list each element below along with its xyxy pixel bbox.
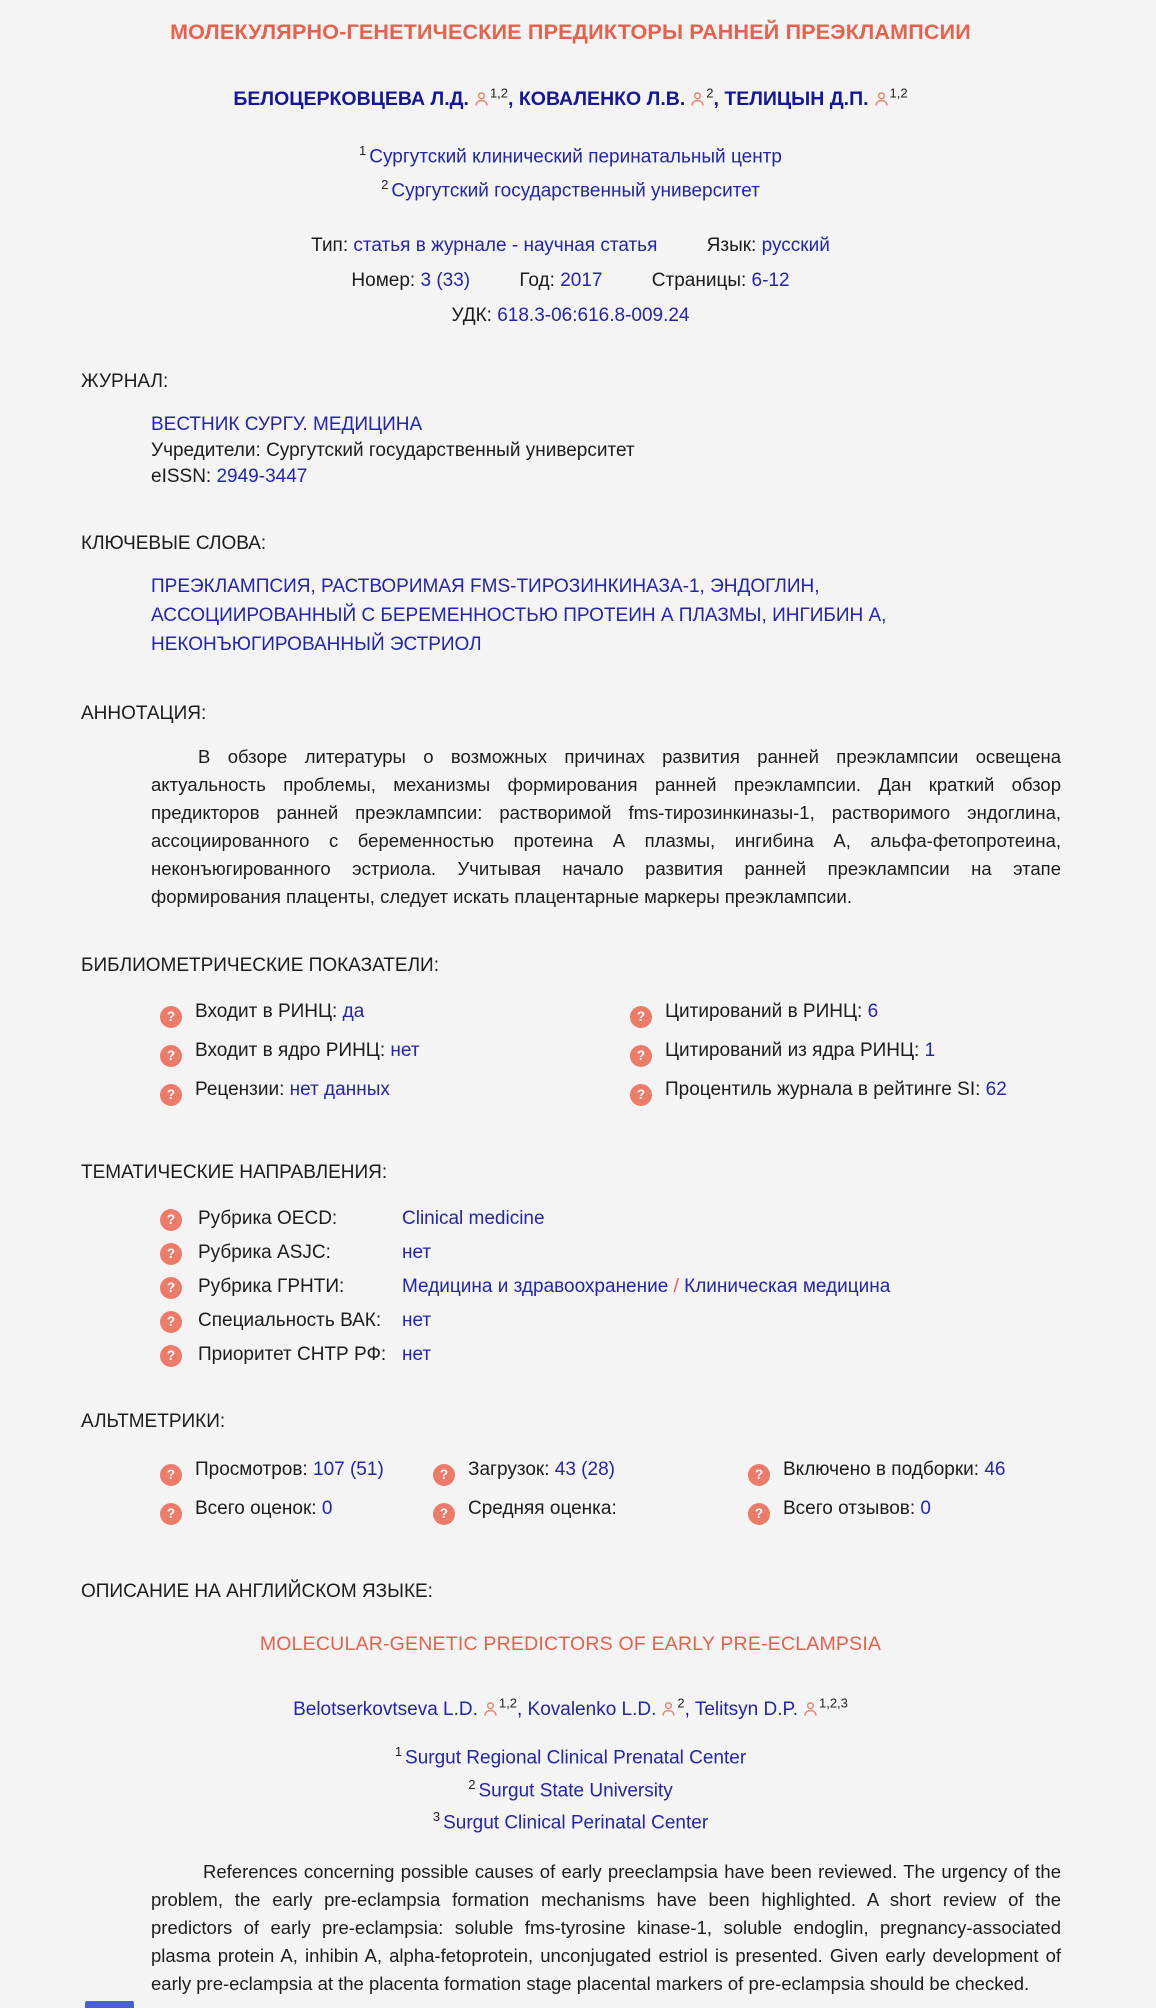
thematic-row [160,1208,1060,1231]
journal-eissn-row [151,465,1060,489]
help-icon[interactable]: ? [160,1311,182,1333]
journal-block [151,413,1060,489]
thematic-row [160,1242,1060,1265]
meta-value-link[interactable]: статья в журнале - научная статья [353,235,658,257]
meta-label: Страницы: [651,270,747,292]
person-icon[interactable] [874,90,889,113]
meta-pair [519,270,602,291]
eissn-label: eISSN: [151,466,212,488]
metric-value-link[interactable]: 1 [924,1040,936,1062]
author-affiliation-sup: 1,2 [489,85,509,100]
thematic-value-link[interactable]: нет [402,1310,432,1332]
metric-row [630,1001,1060,1028]
help-icon[interactable]: ? [433,1464,455,1486]
thematic-label: Специальность ВАК: [198,1310,382,1332]
affiliation [81,137,1060,171]
udk-label: УДК: [451,305,492,327]
meta-value-link[interactable]: 6-12 [751,270,790,292]
help-icon[interactable]: ? [748,1503,770,1525]
journal-name-link[interactable]: ВЕСТНИК СУРГУ. МЕДИЦИНА [151,414,423,436]
author-name-link[interactable]: Belotserkovtseva L.D. [293,1699,478,1721]
keywords-links[interactable]: ПРЕЭКЛАМПСИЯ, РАСТВОРИМАЯ FMS-ТИРОЗИНКИНАЗА-1, ЭНДОГЛИН, АССОЦИИРОВАННЫЙ С БЕРЕМЕННОСТЬЮ ПРОТЕИН А ПЛАЗМЫ, ИНГИБИН А, НЕКОНЪЮГИРОВАННЫЙ ЭСТРИОЛ [151,576,887,656]
affiliations-en [81,1739,1060,1836]
help-icon[interactable]: ? [160,1084,182,1106]
thematic-row [160,1310,1060,1333]
author [694,1696,848,1721]
metric-row [160,1079,630,1106]
affiliation [81,1804,1060,1836]
affiliation-sup: 1 [359,142,367,158]
help-icon[interactable]: ? [160,1243,182,1265]
person-icon[interactable] [474,90,489,113]
thematic-row [160,1344,1060,1367]
meta-value-link[interactable]: русский [761,235,830,257]
affiliation-link[interactable]: Сургутский государственный университет [391,180,760,202]
author-affiliation-sup: 2 [677,1696,685,1712]
author-name-link[interactable]: БЕЛОЦЕРКОВЦЕВА Л.Д. [233,87,469,110]
metric-label: Загрузок: [468,1459,550,1481]
author [527,1696,695,1721]
meta-pair [707,235,830,256]
person-icon[interactable] [661,1701,676,1723]
affiliation-link[interactable]: Surgut Regional Clinical Prenatal Center [405,1747,747,1769]
metric-value-link[interactable]: 62 [985,1079,1007,1101]
metric-value-link[interactable]: 6 [867,1001,879,1023]
metric-row [748,1498,1060,1525]
author-separator: , [713,87,725,110]
metric-row [433,1459,748,1486]
metric-row [160,1040,630,1067]
help-icon[interactable]: ? [160,1464,182,1486]
annotation-text: В обзоре литературы о возможных причинах развития ранней преэклампсии освещена актуальность проблемы, механизмы формирования ранней преэклампсии. Дан краткий обзор предикторов ранней преэклампсии: растворимой fms-тирозинкиназы-1, растворимого эндоглина, ассоциированного с беременностью протеина А плазмы, ингибина А, альфа-фетопротеина, неконъюгированного эстриола. Учитывая начало развития ранней преэклампсии на этапе формирования плаценты, следует искать плацентарные маркеры преэклампсии. [151,746,1061,908]
metric-label: Всего отзывов: [783,1498,916,1520]
authors-ru [81,85,1060,113]
metric-row [748,1459,1060,1486]
metric-row [160,1459,433,1486]
affiliation [81,171,1060,205]
author [724,85,908,110]
slash-separator: / [668,1276,685,1298]
meta-label: Год: [519,270,555,292]
meta-row-type-language [81,235,1060,257]
metric-row [630,1079,1060,1106]
author-affiliation-sup: 2 [706,85,714,100]
affiliation [81,1739,1060,1771]
metric-label: Цитирований в РИНЦ: [665,1001,863,1023]
keywords-block [151,572,1021,659]
udk-row [81,305,1060,327]
metric-label: Входит в РИНЦ: [195,1001,338,1023]
metric-label: Всего оценок: [195,1498,317,1520]
meta-row-number-year-pages [81,270,1060,292]
article-title-en: MOLECULAR-GENETIC PREDICTORS OF EARLY PRE-ECLAMPSIA [259,1633,882,1656]
altmetrics-section-label: АЛЬТМЕТРИКИ: [81,1411,226,1433]
help-icon[interactable]: ? [160,1045,182,1067]
cutoff-bottom-element[interactable] [85,2001,134,2008]
metric-label: Входит в ядро РИНЦ: [195,1040,386,1062]
author-name-link[interactable]: Kovalenko L.D. [527,1699,657,1721]
annotation-section-label: АННОТАЦИЯ: [81,703,207,725]
bibliometrics-section-label: БИБЛИОМЕТРИЧЕСКИЕ ПОКАЗАТЕЛИ: [81,955,439,977]
journal-section-label: ЖУРНАЛ: [81,371,169,393]
author-affiliation-sup: 1,2 [889,85,908,100]
metric-value-link[interactable]: 0 [920,1498,931,1520]
thematic-label: Приоритет СНТР РФ: [198,1344,387,1366]
thematics-section-label: ТЕМАТИЧЕСКИЕ НАПРАВЛЕНИЯ: [81,1162,388,1184]
affiliation-sup: 1 [394,1744,403,1760]
metric-row [160,1001,630,1028]
thematic-label: Рубрика ГРНТИ: [198,1276,345,1298]
meta-pair [311,235,657,256]
metric-label: Включено в подборки: [783,1459,980,1481]
eissn-value-link[interactable]: 2949-3447 [216,466,308,488]
author [233,85,519,110]
person-icon[interactable] [690,90,705,113]
metric-value-link[interactable]: 0 [321,1498,333,1520]
altmetrics-grid [160,1459,1060,1537]
metric-value-link[interactable]: нет [390,1040,420,1062]
bibliometrics-grid [160,1001,1060,1118]
person-icon[interactable] [483,1701,498,1723]
thematic-label: Рубрика ASJC: [198,1242,331,1264]
affiliation-sup: 2 [381,176,389,192]
meta-pair [652,270,790,291]
help-icon[interactable]: ? [160,1277,182,1299]
metric-value-link[interactable]: 43 (28) [554,1459,615,1481]
meta-value-link[interactable]: 2017 [560,270,603,292]
author-name-link[interactable]: ТЕЛИЦЫН Д.П. [724,87,869,110]
thematic-value-link[interactable]: Медицина и здравоохранение [402,1276,669,1298]
author-name-link[interactable]: КОВАЛЕНКО Л.В. [518,87,686,110]
authors-en [81,1696,1060,1723]
author-affiliation-sup: 1,2,3 [818,1696,848,1712]
author-separator: , [516,1699,528,1721]
metric-value-link[interactable]: 107 (51) [313,1459,384,1481]
meta-label: Язык: [706,235,757,257]
bibliometrics-left-column [160,1001,630,1118]
meta-label: Номер: [351,270,416,292]
author [518,85,725,110]
person-icon[interactable] [803,1701,818,1723]
metric-row [630,1040,1060,1067]
keywords-section-label: КЛЮЧЕВЫЕ СЛОВА: [81,533,267,555]
affiliation [81,1772,1060,1804]
author-separator: , [508,87,519,110]
thematics-rows [160,1208,1060,1367]
author-affiliation-sup: 1,2 [498,1696,517,1712]
journal-founders: Учредители: Сургутский государственный университет [151,440,635,462]
metric-value-link[interactable]: нет данных [289,1079,390,1101]
metric-label: Просмотров: [195,1459,308,1481]
author-separator: , [684,1699,695,1721]
help-icon[interactable]: ? [160,1209,182,1231]
affiliations-ru [81,137,1060,206]
affiliation-sup: 2 [468,1776,476,1792]
thematic-value-link[interactable]: нет [402,1344,432,1366]
help-icon[interactable]: ? [160,1503,182,1525]
help-icon[interactable]: ? [160,1345,182,1367]
author [293,1696,528,1721]
thematic-value-link[interactable]: Clinical medicine [402,1208,545,1230]
help-icon[interactable]: ? [748,1464,770,1486]
metric-value-link[interactable]: да [342,1001,365,1023]
affiliation-link[interactable]: Surgut State University [478,1780,673,1802]
meta-value-link[interactable]: 3 (33) [420,270,471,292]
help-icon[interactable]: ? [630,1084,652,1106]
metric-label: Цитирований из ядра РИНЦ: [665,1040,920,1062]
metric-label: Процентиль журнала в рейтинге SI: [665,1079,981,1101]
english-abstract-text: References concerning possible causes of early preeclampsia have been reviewed. The urgency of the problem, the early pre-eclampsia formation mechanisms have been highlighted. A short review of the predictors of early pre-eclampsia: soluble fms-tyrosine kinase-1, soluble endoglin, pregnancy-associated plasma protein A, inhibin A, alpha-fetoprotein, unconjugated estriol is presented. Given early development of early pre-eclampsia at the placenta formation stage placental markers of pre-eclampsia should be checked. [151,1861,1061,1995]
thematic-row [160,1276,1060,1299]
thematic-value-link[interactable]: нет [402,1242,432,1264]
metric-value-link[interactable]: 46 [984,1459,1006,1481]
metric-label: Рецензии: [195,1079,285,1101]
article-title-ru: МОЛЕКУЛЯРНО-ГЕНЕТИЧЕСКИЕ ПРЕДИКТОРЫ РАННЕЙ ПРЕЭКЛАМПСИИ [170,20,971,44]
help-icon[interactable]: ? [630,1045,652,1067]
udk-value-link[interactable]: 618.3-06:616.8-009.24 [497,305,690,327]
meta-label: Тип: [311,235,349,257]
metric-row [160,1498,433,1525]
thematic-label: Рубрика OECD: [198,1208,338,1230]
metric-label: Средняя оценка: [468,1498,617,1520]
affiliation-link[interactable]: Сургутский клинический перинатальный центр [369,145,782,167]
help-icon[interactable]: ? [433,1503,455,1525]
help-icon[interactable]: ? [160,1006,182,1028]
author-name-link[interactable]: Telitsyn D.P. [694,1699,798,1721]
thematic-value2-link[interactable]: Клиническая медицина [684,1276,891,1298]
affiliation-sup: 3 [432,1809,441,1825]
english-section-label: ОПИСАНИЕ НА АНГЛИЙСКОМ ЯЗЫКЕ: [81,1581,433,1603]
meta-pair [351,270,470,291]
help-icon[interactable]: ? [630,1006,652,1028]
metric-row [433,1498,748,1525]
affiliation-link[interactable]: Surgut Clinical Perinatal Center [443,1812,709,1834]
bibliometrics-right-column [630,1001,1060,1118]
